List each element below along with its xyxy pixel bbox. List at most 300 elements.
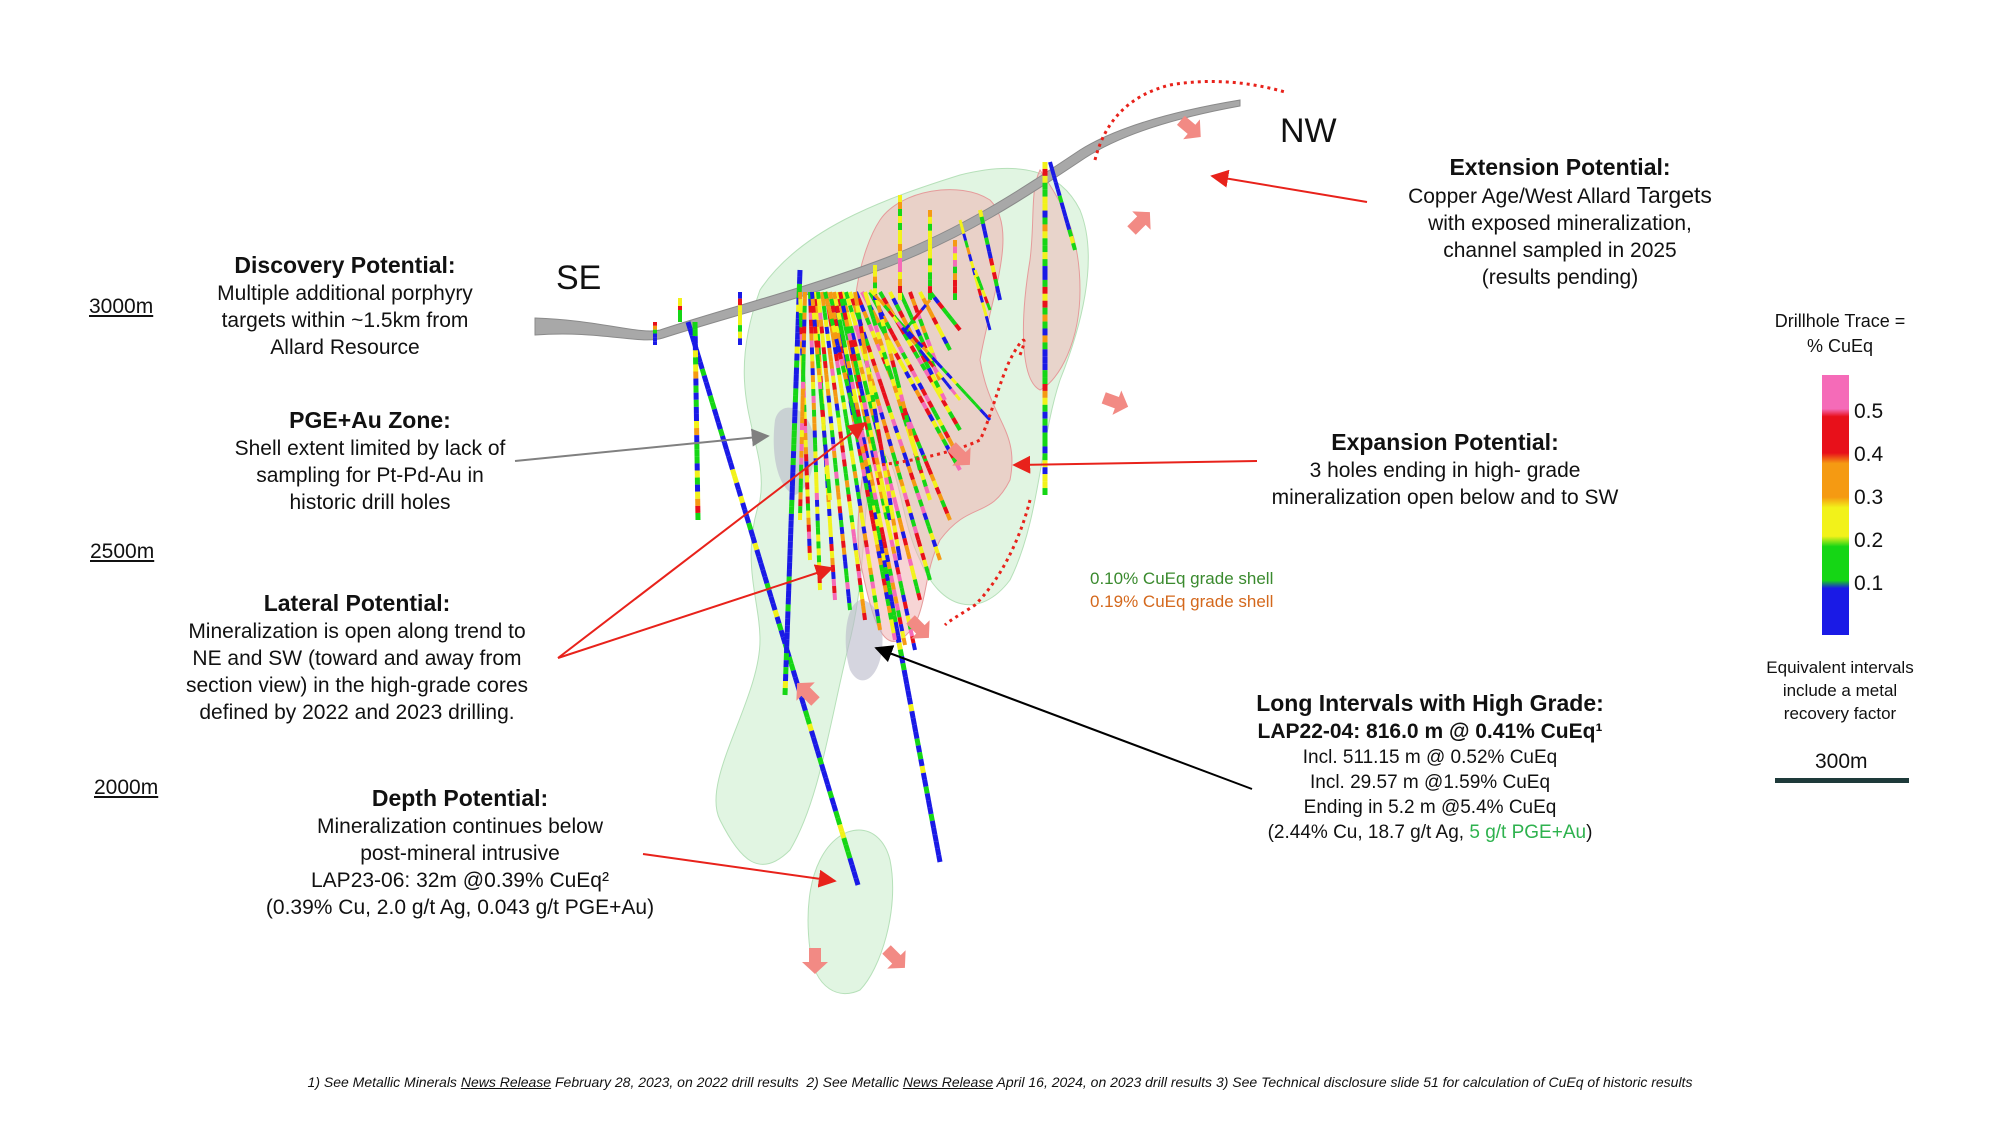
drillhole-segment [879, 379, 881, 386]
drillhole-segment [872, 331, 875, 338]
drillhole-segment [885, 567, 886, 574]
drillhole-segment [915, 306, 918, 313]
drillhole-segment [907, 500, 909, 507]
drillhole-segment [831, 299, 832, 306]
drillhole-segment [856, 550, 857, 557]
drillhole-segment [880, 540, 881, 547]
drillhole-segment [893, 547, 894, 554]
drillhole-segment [846, 416, 847, 423]
drillhole-segment [988, 245, 990, 252]
drillhole-segment [872, 437, 874, 444]
drillhole-segment [986, 316, 988, 323]
drillhole-segment [892, 583, 893, 590]
drillhole-segment [878, 616, 879, 623]
drillhole-segment [817, 347, 818, 354]
drillhole-segment [854, 464, 855, 471]
drillhole-segment [844, 373, 846, 380]
drillhole-segment [918, 540, 920, 547]
drillhole-segment [886, 548, 887, 555]
drillhole-segment [840, 320, 841, 327]
news-release-link[interactable]: News Release [902, 1074, 994, 1090]
drillhole-segment [894, 615, 895, 622]
drillhole-segment [843, 395, 844, 402]
drillhole-segment [851, 375, 852, 382]
long-intervals-line: Ending in 5.2 m @5.4% CuEq [1303, 797, 1557, 818]
drillhole-segment [895, 426, 897, 433]
drillhole-segment [904, 638, 905, 645]
drillhole-segment [889, 347, 891, 354]
drillhole-segment [814, 320, 815, 327]
drillhole-segment [845, 313, 847, 320]
drillhole-segment [909, 466, 911, 473]
drillhole-segment [837, 361, 838, 368]
drillhole-segment [881, 527, 882, 534]
drillhole-segment [853, 389, 854, 396]
drillhole-segment [779, 624, 781, 631]
footnote-text: February 28, 2023, on 2022 drill results 2) See Metallic [551, 1074, 903, 1090]
drillhole-segment [969, 254, 971, 261]
news-release-link[interactable]: News Release [460, 1074, 552, 1090]
drillhole-segment [861, 367, 863, 374]
drillhole-segment [848, 299, 850, 306]
drillhole-segment [860, 440, 862, 447]
assay-part: ) [1586, 822, 1593, 843]
legend-title [1740, 309, 1940, 359]
drillhole-segment [947, 513, 950, 520]
drillhole-segment [747, 516, 749, 523]
drillhole-segment [724, 443, 726, 450]
drillhole-segment [989, 252, 991, 259]
drillhole-segment [896, 561, 897, 568]
drillhole-segment [913, 480, 915, 487]
drillhole-segment [844, 340, 845, 347]
drillhole-segment [771, 597, 773, 604]
drillhole-segment [909, 311, 912, 317]
drillhole-segment [866, 483, 867, 490]
drillhole-segment [906, 609, 907, 616]
drillhole-segment [909, 698, 910, 705]
drillhole-segment [926, 567, 928, 574]
drillhole-segment [737, 483, 739, 490]
drillhole-segment [984, 309, 986, 316]
drillhole-segment [897, 511, 899, 518]
drillhole-segment [820, 313, 821, 320]
drillhole-segment [863, 437, 864, 444]
drillhole-segment [898, 381, 900, 388]
drillhole-segment [836, 339, 838, 346]
drillhole-segment [896, 629, 897, 636]
drillhole-segment [844, 402, 845, 409]
legend-title-line: % CuEq [1806, 336, 1874, 356]
drillhole-segment [887, 555, 888, 562]
drillhole-segment [825, 313, 826, 320]
drillhole-segment [917, 330, 920, 336]
drillhole-segment [818, 292, 819, 299]
drillhole-segment [698, 356, 700, 363]
drillhole-segment [830, 355, 831, 362]
drillhole-segment [911, 473, 913, 480]
drillhole-segment [876, 500, 877, 507]
legend-note-line: Equivalent intervals [1766, 658, 1914, 677]
drillhole-segment [871, 510, 872, 517]
drillhole-segment [910, 513, 912, 520]
drillhole-segment [862, 333, 863, 340]
drillhole-segment [852, 522, 853, 529]
lateral-potential-callout [160, 588, 554, 726]
drillhole-segment [875, 366, 877, 373]
grade-shell-label-019: 0.19% CuEq grade shell [1090, 592, 1274, 611]
drillhole-segment [868, 554, 869, 561]
drillhole-segment [840, 825, 842, 832]
drillhole-segment [856, 478, 857, 485]
drillhole-segment [837, 486, 838, 493]
drillhole-segment [825, 438, 826, 445]
drillhole-segment [873, 444, 875, 451]
drillhole-segment [937, 848, 938, 855]
drillhole-segment [856, 420, 858, 427]
drillhole-segment [690, 329, 692, 336]
drillhole-segment [852, 406, 854, 413]
drillhole-segment [885, 585, 886, 592]
drillhole-segment [863, 340, 864, 347]
drillhole-segment [916, 533, 918, 540]
drillhole-segment [881, 479, 883, 486]
drillhole-segment [937, 487, 940, 494]
drillhole-segment [826, 458, 827, 465]
drillhole-segment [835, 319, 836, 326]
drillhole-segment [819, 368, 820, 375]
drillhole-segment [920, 547, 922, 554]
direction-nw: NW [1280, 112, 1337, 150]
drillhole-segment [830, 312, 832, 319]
drillhole-segment [994, 272, 996, 279]
drillhole-segment [828, 479, 829, 486]
legend-tick: 0.3 [1854, 486, 1884, 509]
drillhole-segment [890, 533, 891, 540]
drillhole-segment [865, 292, 867, 299]
drillhole-segment [837, 306, 838, 313]
salmon-arrow-icon [1099, 386, 1132, 419]
drillhole-segment [858, 564, 859, 571]
drillhole-segment [889, 477, 891, 484]
drillhole-segment [858, 375, 860, 382]
drillhole-segment [824, 306, 825, 313]
drillhole-segment [822, 410, 823, 417]
drillhole-segment [988, 323, 990, 330]
drillhole-segment [813, 738, 815, 745]
extension-potential-callout [1370, 152, 1750, 291]
drillhole-segment [882, 485, 884, 492]
drillhole-segment [851, 399, 853, 406]
drillhole-segment [826, 778, 828, 785]
drillhole-segment [868, 395, 870, 402]
drillhole-segment [865, 381, 867, 388]
drillhole-segment [926, 487, 928, 494]
drillhole-segment [849, 596, 850, 603]
drillhole-segment [880, 443, 881, 450]
drillhole-segment [860, 382, 862, 389]
long-intervals-title: Long Intervals with High Grade: [1256, 690, 1604, 716]
drillhole-segment [923, 773, 924, 780]
drillhole-segment [819, 306, 820, 313]
drillhole-segment [858, 313, 859, 320]
drillhole-segment [827, 299, 829, 306]
drillhole-segment [885, 471, 886, 478]
drillhole-segment [731, 463, 733, 470]
long-intervals-line: Incl. 511.15 m @ 0.52% CuEq [1302, 747, 1558, 768]
drillhole-segment [966, 241, 968, 248]
drillhole-segment [876, 519, 877, 526]
drillhole-segment [884, 560, 885, 567]
legend-tick: 0.1 [1854, 572, 1884, 595]
drillhole-segment [914, 526, 916, 533]
drillhole-segment [864, 613, 865, 620]
drillhole-segment [873, 359, 875, 366]
drillhole-segment [761, 563, 763, 570]
assay-part: (2.44% Cu, 18.7 g/t Ag, [1267, 822, 1470, 843]
drillhole-segment [841, 520, 842, 527]
drillhole-segment [789, 657, 791, 664]
drillhole-segment [831, 319, 833, 326]
drillhole-segment [813, 299, 814, 306]
drillhole-segment [818, 751, 820, 758]
drillhole-segment [847, 423, 848, 430]
drillhole-segment [910, 559, 912, 566]
drillhole-segment [834, 383, 835, 390]
scale-bar-label: 300m [1815, 750, 1868, 773]
drillhole-segment [831, 423, 832, 430]
drillhole-segment [890, 373, 892, 380]
drillhole-segment [906, 460, 908, 467]
drillhole-segment [897, 603, 898, 610]
drillhole-segment [928, 340, 931, 347]
extension-title: Extension Potential: [1449, 154, 1671, 180]
drillhole-segment [914, 725, 915, 732]
drillhole-segment [822, 764, 824, 771]
drillhole-segment [859, 499, 860, 506]
drillhole-segment [891, 446, 893, 453]
drillhole-segment [862, 430, 863, 437]
drillhole-segment [828, 389, 829, 396]
drillhole-segment [858, 332, 860, 339]
drillhole-segment [896, 374, 898, 381]
drillhole-segment [897, 433, 899, 440]
drillhole-segment [894, 554, 895, 561]
drillhole-segment [817, 354, 818, 361]
drillhole-segment [824, 354, 825, 361]
drillhole-segment [886, 399, 888, 406]
drillhole-segment [830, 410, 831, 417]
drillhole-segment [1073, 243, 1075, 250]
drillhole-segment [773, 604, 775, 611]
drillhole-segment [867, 490, 868, 497]
drillhole-segment [926, 787, 927, 794]
drillhole-segment [903, 532, 905, 539]
drillhole-segment [866, 388, 868, 395]
drillhole-segment [848, 327, 850, 334]
drillhole-segment [867, 318, 870, 325]
drillhole-segment [755, 543, 757, 550]
extension-line-part: Targets [1636, 182, 1712, 208]
drillhole-segment [901, 624, 902, 631]
drillhole-segment [791, 664, 793, 671]
drillhole-segment [823, 299, 824, 306]
legend-tick: 0.5 [1854, 400, 1884, 423]
drillhole-segment [906, 415, 908, 422]
drillhole-segment [998, 293, 1000, 300]
drillhole-segment [922, 553, 924, 560]
drillhole-segment [824, 771, 826, 778]
drillhole-segment [864, 476, 865, 483]
drillhole-segment [856, 299, 857, 306]
drillhole-segment [884, 492, 886, 499]
drillhole-segment [855, 292, 856, 299]
drillhole-segment [819, 375, 820, 382]
drillhole-segment [714, 409, 716, 416]
drillhole-segment [852, 458, 853, 465]
drillhole-segment [843, 541, 844, 548]
drillhole-segment [887, 484, 888, 491]
drillhole-segment [836, 354, 837, 361]
drillhole-segment [822, 403, 823, 410]
scale-bar [1775, 778, 1909, 783]
drillhole-segment [871, 388, 872, 395]
black-arrow-icon [876, 648, 1252, 789]
drillhole-segment [913, 299, 916, 306]
drillhole-segment [835, 347, 836, 354]
drillhole-segment [829, 493, 830, 500]
drillhole-segment [850, 292, 852, 299]
drillhole-segment [911, 704, 912, 711]
elevation-label-3000m: 3000m [89, 295, 154, 318]
drillhole-segment [877, 526, 878, 533]
extension-line-part: Copper Age/West Allard [1408, 185, 1637, 208]
drillhole-segment [741, 496, 743, 503]
drillhole-segment [854, 536, 855, 543]
assay-part-pge: 5 g/t PGE+Au [1469, 822, 1587, 843]
drillhole-segment [892, 379, 894, 386]
drillhole-segment [868, 497, 869, 504]
drillhole-segment [891, 602, 892, 609]
drillhole-segment [918, 442, 921, 449]
drillhole-segment [931, 814, 932, 821]
drillhole-segment [765, 577, 767, 584]
drillhole-segment [700, 362, 702, 369]
drillhole-segment [820, 389, 821, 396]
drillhole-segment [887, 340, 889, 347]
drillhole-segment [888, 513, 890, 520]
drillhole-segment [861, 456, 862, 463]
drillhole-segment [931, 474, 934, 481]
drillhole-segment [899, 473, 901, 480]
drillhole-segment [795, 677, 797, 684]
drillhole-segment [845, 409, 846, 416]
drillhole-segment [920, 500, 922, 507]
drillhole-segment [879, 533, 880, 540]
drillhole-segment [842, 831, 844, 838]
drillhole-segment [1050, 162, 1052, 169]
drillhole-segment [726, 449, 728, 456]
drillhole-segment [848, 851, 850, 858]
drillhole-segment [870, 430, 872, 437]
long-intervals-subtitle: LAP22-04: 816.0 m @ 0.41% CuEq¹ [1257, 720, 1603, 743]
drillhole-segment [881, 547, 882, 554]
drillhole-segment [885, 426, 887, 433]
drillhole-segment [827, 327, 828, 334]
drillhole-segment [912, 711, 913, 718]
drillhole-segment [856, 347, 858, 354]
salmon-arrow-icon [1122, 203, 1159, 240]
drillhole-segment [869, 423, 871, 430]
drillhole-segment [929, 527, 931, 534]
extension-line: with exposed mineralization, [1428, 212, 1692, 235]
drillhole-segment [936, 547, 938, 554]
drillhole-segment [901, 395, 903, 402]
drillhole-segment [930, 807, 931, 814]
drillhole-segment [846, 320, 848, 327]
drillhole-segment [866, 409, 868, 416]
drillhole-segment [860, 319, 861, 326]
drillhole-segment [823, 340, 824, 347]
drillhole-segment [911, 629, 912, 636]
drillhole-segment [894, 386, 896, 393]
drillhole-segment [878, 465, 880, 472]
drillhole-segment [846, 292, 848, 299]
drillhole-segment [867, 416, 869, 423]
pge-line: historic drill holes [289, 491, 451, 514]
drillhole-segment [888, 581, 889, 588]
drillhole-segment [828, 341, 829, 348]
drillhole-segment [833, 306, 834, 313]
drillhole-segment [895, 533, 896, 540]
drillhole-segment [899, 388, 901, 395]
drillhole-segment [874, 493, 875, 500]
drillhole-segment [847, 582, 848, 589]
drillhole-segment [926, 461, 929, 468]
legend-title-line: Drillhole Trace = [1774, 311, 1906, 331]
drillhole-segment [859, 360, 861, 367]
drillhole-segment [846, 379, 848, 386]
drillhole-segment [864, 312, 867, 319]
drillhole-segment [910, 429, 912, 436]
drillhole-segment [887, 506, 889, 513]
drillhole-segment [850, 858, 852, 865]
drillhole-segment [931, 533, 933, 540]
drillhole-segment [892, 512, 893, 519]
drillhole-segment [841, 359, 843, 366]
drillhole-segment [872, 499, 873, 506]
drillhole-segment [753, 536, 755, 543]
drillhole-segment [914, 323, 917, 329]
drillhole-segment [845, 347, 846, 354]
drillhole-segment [828, 305, 830, 312]
drillhole-segment [884, 579, 885, 586]
drillhole-segment [852, 299, 854, 306]
drillhole-segment [883, 419, 885, 426]
drillhole-segment [865, 533, 866, 540]
drillhole-segment [922, 506, 924, 513]
drillhole-segment [855, 361, 857, 368]
drillhole-segment [830, 292, 831, 299]
drillhole-segment [979, 289, 981, 296]
drillhole-segment [899, 399, 901, 406]
drillhole-segment [889, 588, 890, 595]
drillhole-segment [855, 471, 856, 478]
drillhole-segment [869, 561, 870, 568]
drillhole-segment [875, 531, 876, 538]
drillhole-segment [928, 493, 930, 500]
drillhole-segment [865, 460, 867, 467]
